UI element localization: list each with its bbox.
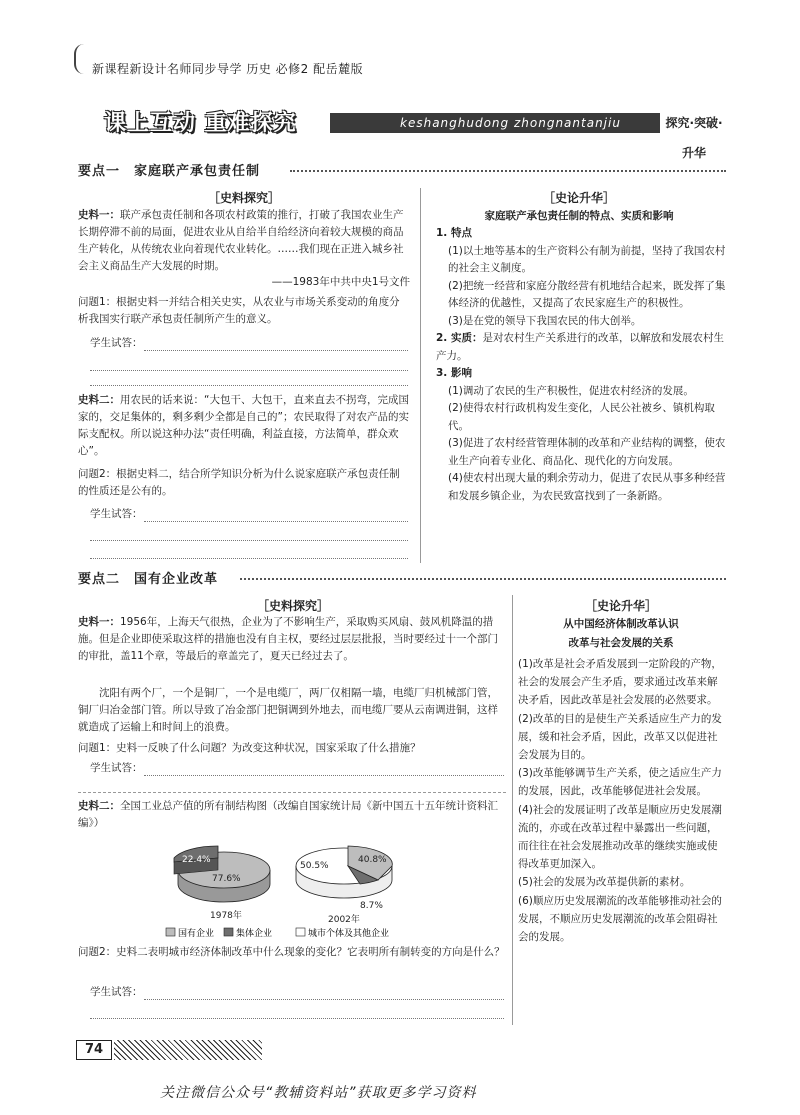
answer-line[interactable] <box>90 558 408 559</box>
essence-label: 2. 实质： <box>436 332 483 344</box>
legend-swatch-collective <box>224 928 233 936</box>
section1-title: 要点一 家庭联产承包责任制 <box>78 164 261 179</box>
s2-left-heading: ［史料探究］ <box>256 599 329 613</box>
impact-1: (1)调动了农民的生产积极性，促进农村经济的发展。 <box>448 384 694 397</box>
s1-right-heading: ［史论升华］ <box>542 191 615 205</box>
label-1978-state: 77.6% <box>212 874 241 884</box>
ownership-pie-charts <box>160 840 420 942</box>
section2-title: 要点二 国有企业改革 <box>78 572 219 587</box>
impact-3: (3)促进了农村经营管理体制的改革和产业结构的调整，使农业生产向着专业化、商品化、现代化的方向发展。 <box>448 437 726 467</box>
label-2002-private: 50.5% <box>300 861 329 871</box>
s1-source1-citation: ——1983年中共中央1号文件 <box>271 276 410 288</box>
s1-source1 <box>78 207 410 275</box>
answer-line[interactable] <box>90 1018 504 1019</box>
page-number-decoration <box>114 1040 262 1060</box>
relation-5: (5)社会的发展为改革提供新的素材。 <box>518 876 691 889</box>
s2-try1-label: 学生试答： <box>90 762 143 774</box>
s2-right-heading: ［史论升华］ <box>584 599 657 613</box>
s2-source2-label: 史料二： <box>78 800 120 812</box>
s2-right-subtitle2: 改革与社会发展的关系 <box>568 637 674 649</box>
legend-label-state: 国有企业 <box>178 929 215 939</box>
header-decoration <box>74 44 86 74</box>
banner-slogan: 探究·突破·升华 <box>665 116 723 160</box>
section1-rule <box>290 170 726 172</box>
s1-source2-text: 用农民的话来说：“大包干、大包干，直来直去不拐弯，完成国家的，交足集体的，剩多剩少全都是自己的”；农民取得了对农产品的实际支配权。所以说这种办法“责任明确，利益直接，方法简单，群众欢心”。 <box>78 394 409 457</box>
s1-question2: 问题2：根据史料二，结合所学知识分析为什么说家庭联产承包责任制的性质还是公有的。 <box>78 468 400 497</box>
s1-source1-text: 联产承包责任制和各项农村政策的推行，打破了我国农业生产长期停滞不前的局面，促进农业从自给半自给经济向着较大规模的商品生产转化，从传统农业向着现代农业转化。……我们现在正进入城乡社会主义商品生产大发展的时期。 <box>78 209 404 272</box>
page-number: 74 <box>76 1040 112 1060</box>
s1-source1-label: 史料一： <box>78 209 120 221</box>
impact-4: (4)使农村出现大量的剩余劳动力，促进了农民从事多种经营和发展乡镇企业，为农民致富找到了一条新路。 <box>448 472 726 502</box>
label-2002-state: 40.8% <box>358 855 387 865</box>
label-2002-collective: 8.7% <box>360 901 383 911</box>
trait-2: (2)把统一经营和家庭分散经营有机地结合起来，既发挥了集体经济的优越性，又提高了农民家庭生产的积极性。 <box>448 279 726 309</box>
answer-line[interactable] <box>144 521 408 522</box>
s1-source2 <box>78 392 410 460</box>
banner-pinyin: keshanghudong zhongnantanjiu <box>330 113 660 133</box>
s1-source2-label: 史料二： <box>78 394 120 406</box>
relation-6: (6)顺应历史发展潮流的改革能够推动社会的发展，不顺应历史发展潮流的改革会阻碍社会的发展。 <box>518 894 722 944</box>
pie-1978 <box>174 846 270 921</box>
answer-line[interactable] <box>144 999 504 1000</box>
s2-source1-label: 史料一： <box>78 616 120 628</box>
s2-source1-paragraph2: 沈阳有两个厂，一个是铜厂，一个是电缆厂，两厂仅相隔一墙，电缆厂归机械部门管，铜厂归冶金部门管。所以导致了冶金部门把铜调到外地去，而电缆厂要从云南调进铜，这样就造成了运输上和时间上的浪费。 <box>78 687 498 733</box>
s2-question2: 问题2：史料二表明城市经济体制改革中什么现象的变化？它表明所有制转变的方向是什么？ <box>78 946 505 958</box>
s1-right-body <box>436 225 726 505</box>
relation-3: (3)改革能够调节生产关系，使之适应生产力的发展，因此，改革能够促进社会发展。 <box>518 767 722 798</box>
pie-2002 <box>296 846 392 925</box>
label-1978-year: 1978年 <box>210 911 242 921</box>
answer-line[interactable] <box>90 540 408 541</box>
s1-question1: 问题1：根据史料一并结合相关史实，从农业与市场关系变动的角度分析我国实行联产承包责任制所产生的意义。 <box>78 296 400 325</box>
s2-source2-text: 全国工业总产值的所有制结构图（改编自国家统计局《新中国五十五年统计资料汇编》） <box>78 800 498 829</box>
s2-source1 <box>78 614 506 665</box>
trait-1: (1)以土地等基本的生产资料公有制为前提，坚持了我国农村的社会主义制度。 <box>448 244 726 274</box>
answer-line[interactable] <box>90 385 408 386</box>
label-2002-year: 2002年 <box>328 915 360 925</box>
trait-3: (3)是在党的领导下我国农民的伟大创举。 <box>448 314 642 327</box>
legend-label-private: 城市个体及其他企业 <box>308 929 390 939</box>
section-banner <box>78 108 728 160</box>
footer-note: 关注微信公众号“教辅资料站”获取更多学习资料 <box>160 1085 477 1101</box>
legend-swatch-state <box>166 928 175 936</box>
s2-right-body <box>518 655 724 946</box>
s2-source1-text: 1956年，上海天气很热，企业为了不影响生产，采取购买风扇、鼓风机降温的措施。但是企业即使采取这样的措施也没有自主权，要经过层层批报，当时要经过十一个部门的审批，盖11个章，等最后的章盖完了，夏天已经过去了。 <box>78 616 498 662</box>
relation-4: (4)社会的发展证明了改革是顺应历史发展潮流的，亦或在改革过程中暴露出一些问题，而往往在社会发展推动改革的继续实施或使得改革更加深入。 <box>518 803 722 871</box>
essence-text: 是对农村生产关系进行的改革，以解放和发展农村生产力。 <box>436 332 724 362</box>
s2-question1: 问题1：史料一反映了什么问题？为改变这种状况，国家采取了什么措施？ <box>78 742 421 754</box>
s1-try1-label: 学生试答： <box>90 337 143 349</box>
s2-try2-label: 学生试答： <box>90 986 143 998</box>
legend-label-collective: 集体企业 <box>236 929 273 939</box>
column-divider <box>420 188 421 563</box>
relation-2: (2)改革的目的是使生产关系适应生产力的发展，缓和社会矛盾，因此，改革又以促进社会发展为目的。 <box>518 712 722 762</box>
s2-right-subtitle1: 从中国经济体制改革认识 <box>563 618 679 630</box>
label-1978-collective: 22.4% <box>182 855 211 865</box>
answer-line[interactable] <box>144 350 408 351</box>
section2-rule <box>240 578 726 580</box>
answer-line[interactable] <box>90 370 408 371</box>
sub-divider <box>78 792 506 793</box>
impact-heading: 3. 影响 <box>436 367 472 379</box>
legend-swatch-private <box>296 928 305 936</box>
trait-heading: 1. 特点 <box>436 227 472 239</box>
s1-left-heading: ［史料探究］ <box>207 191 280 205</box>
s1-try2-label: 学生试答： <box>90 508 143 520</box>
banner-title: 课上互动 重难探究 <box>78 108 330 138</box>
running-header: 新课程新设计名师同步导学 历史 必修2 配岳麓版 <box>92 62 364 76</box>
s2-source2 <box>78 798 506 832</box>
essence <box>436 330 726 365</box>
column-divider <box>512 595 513 1025</box>
chart-legend <box>166 927 389 939</box>
answer-line[interactable] <box>144 775 504 776</box>
impact-2: (2)使得农村行政机构发生变化，人民公社被乡、镇机构取代。 <box>448 402 715 432</box>
s1-right-subtitle: 家庭联产承包责任制的特点、实质和影响 <box>484 210 674 222</box>
relation-1: (1)改革是社会矛盾发展到一定阶段的产物，社会的发展会产生矛盾，要求通过改革来解决矛盾，因此改革是社会发展的必然要求。 <box>518 658 722 707</box>
